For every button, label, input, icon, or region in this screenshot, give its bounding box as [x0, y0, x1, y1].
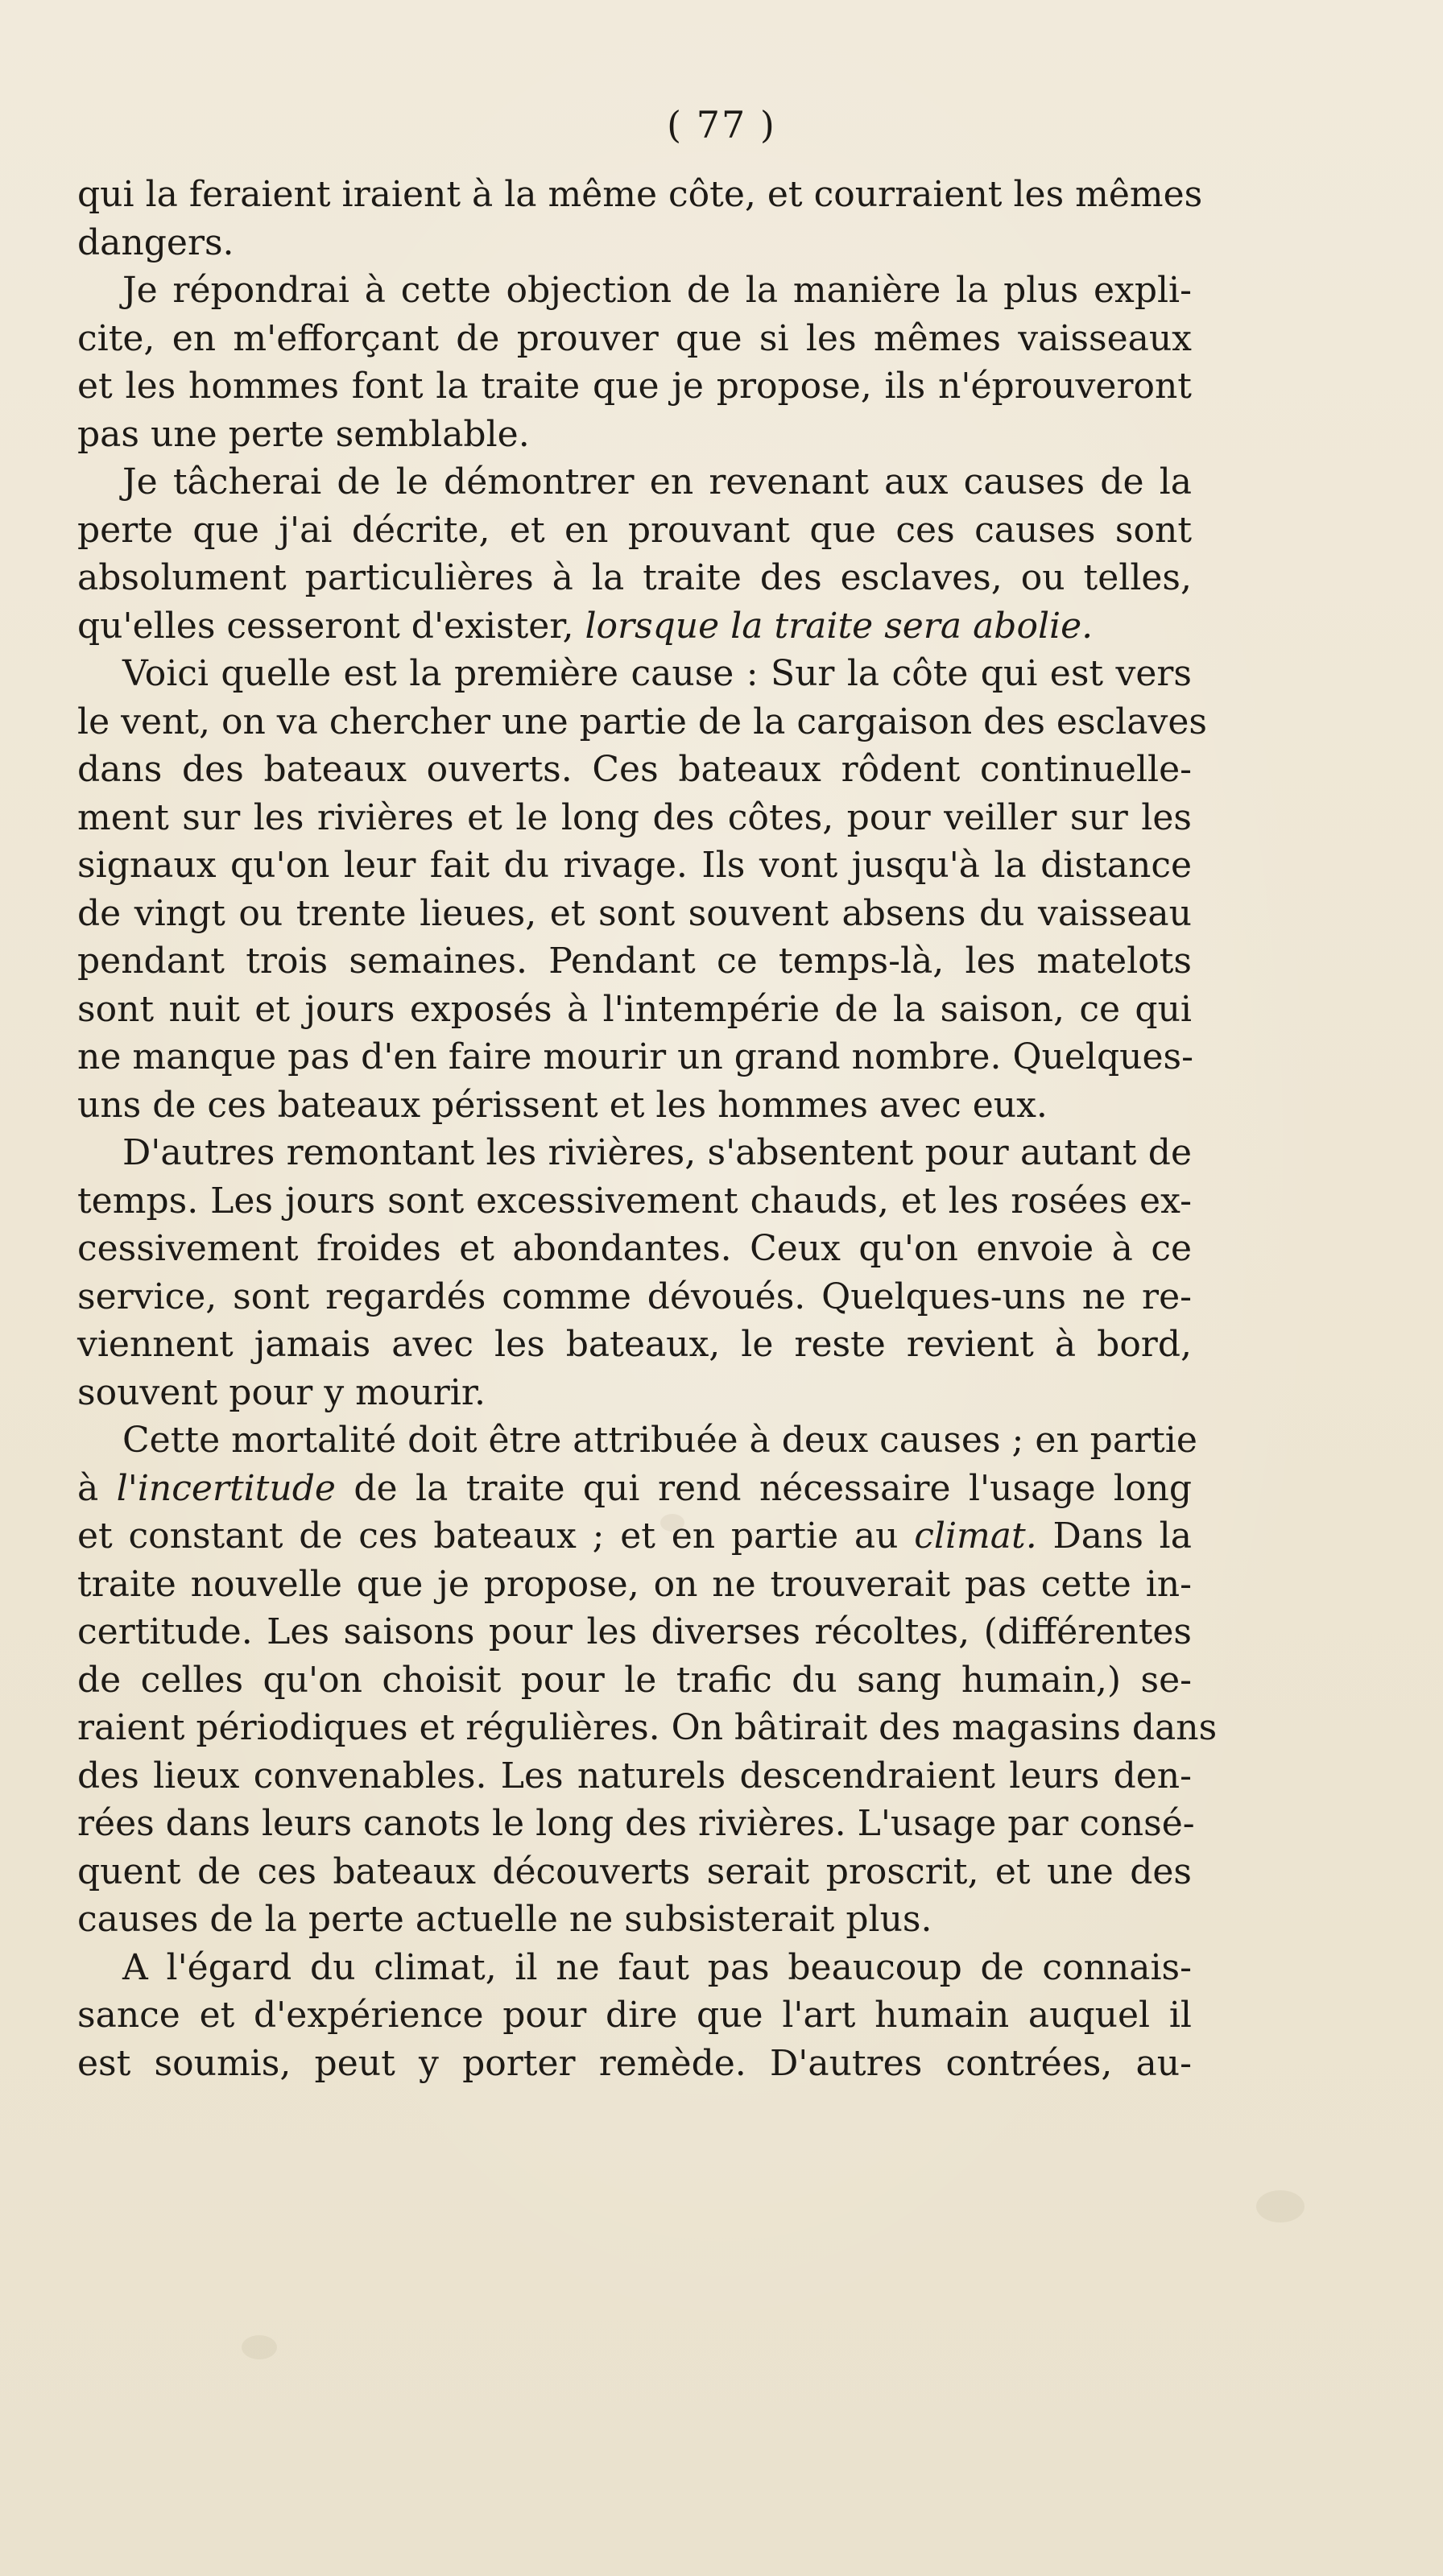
text-segment: pendant trois semaines. Pendant ce temps-là, les matelots	[77, 941, 1192, 982]
text-segment: Je répondrai à cette objection de la manière la plus expli-	[122, 270, 1192, 311]
text-line	[77, 507, 1192, 555]
text-line	[77, 1991, 1192, 2040]
text-segment: raient périodiques et régulières. On bâtirait des magasins dans	[77, 1707, 1218, 1748]
text-segment: cite, en m'efforçant de prouver que si les mêmes vaisseaux	[77, 317, 1192, 359]
text-segment: A l'égard du climat, il ne faut pas beaucoup de connais-	[122, 1946, 1192, 1988]
text-segment: souvent pour y mourir.	[77, 1371, 486, 1413]
text-segment: de vingt ou trente lieues, et sont souvent absens du vaisseau	[77, 892, 1192, 934]
italic-text: lorsque la traite sera abolie.	[585, 605, 1094, 647]
text-segment: service, sont regardés comme dévoués. Quelques-uns ne re-	[77, 1276, 1192, 1317]
text-segment: ne manque pas d'en faire mourir un grand nombre. Quelques-	[77, 1036, 1193, 1077]
text-line	[77, 602, 1192, 651]
text-line	[77, 1944, 1192, 1992]
text-segment: sance et d'expérience pour dire que l'art humain auquel il	[77, 1995, 1192, 2036]
text-segment: causes de la perte actuelle ne subsisterait plus.	[77, 1899, 932, 1940]
text-segment: temps. Les jours sont excessivement chauds, et les rosées ex-	[77, 1180, 1192, 1222]
text-segment: rées dans leurs canots le long des rivières. L'usage par consé-	[77, 1803, 1195, 1844]
text-segment: traite nouvelle que je propose, on ne trouverait pas cette in-	[77, 1563, 1192, 1605]
text-line	[77, 171, 1203, 219]
text-segment: Voici quelle est la première cause : Sur la côte qui est vers	[122, 653, 1192, 694]
text-segment: quent de ces bateaux découverts serait proscrit, et une des	[77, 1850, 1192, 1892]
text-segment: certitude. Les saisons pour les diverses récoltes, (différentes	[77, 1611, 1192, 1652]
text-segment: Cette mortalité doit être attribuée à deux causes ; en partie	[122, 1420, 1197, 1461]
text-segment: et les hommes font la traite que je propose, ils n'éprouveront	[77, 366, 1192, 407]
text-line	[77, 315, 1192, 363]
text-line	[77, 458, 1192, 507]
text-segment: Je tâcherai de le démontrer en revenant aux causes de la	[122, 461, 1192, 502]
text-segment: des lieux convenables. Les naturels descendraient leurs den-	[77, 1755, 1192, 1797]
text-line	[77, 937, 1192, 986]
text-line	[77, 746, 1192, 794]
text-line	[77, 698, 1207, 746]
text-segment: uns de ces bateaux périssent et les hommes avec eux.	[77, 1084, 1048, 1126]
text-line	[77, 267, 1192, 315]
text-line	[77, 1752, 1192, 1801]
text-segment: cessivement froides et abondantes. Ceux qu'on envoie à ce	[77, 1228, 1192, 1269]
text-line	[77, 2040, 1192, 2088]
text-line	[77, 1896, 1192, 1944]
text-segment: et constant de ces bateaux ; et en partie au	[77, 1515, 915, 1557]
text-line	[77, 890, 1192, 938]
text-line	[77, 1225, 1192, 1273]
text-segment: est soumis, peut y porter remède. D'autres contrées, au-	[77, 2042, 1192, 2084]
paper-stain	[242, 2335, 277, 2359]
text-line	[77, 1561, 1192, 1609]
italic-text: climat.	[914, 1515, 1037, 1557]
text-segment: le vent, on va chercher une partie de la cargaison des esclaves	[77, 701, 1207, 742]
text-line	[77, 1848, 1192, 1896]
text-line	[77, 650, 1192, 698]
paper-stain	[1256, 2190, 1304, 2222]
body-text	[77, 171, 1218, 2087]
text-line	[77, 411, 1192, 459]
text-line	[77, 1177, 1192, 1226]
text-line	[77, 1608, 1192, 1656]
text-line	[77, 1800, 1195, 1848]
text-segment: Dans la	[1036, 1515, 1192, 1557]
text-line	[77, 986, 1192, 1034]
text-line	[77, 1704, 1218, 1752]
text-segment: ment sur les rivières et le long des côtes, pour veiller sur les	[77, 796, 1192, 838]
text-line	[77, 1656, 1192, 1705]
text-line	[77, 1321, 1192, 1369]
text-line	[77, 1369, 1192, 1417]
text-segment: pas une perte semblable.	[77, 413, 530, 455]
text-segment: de la traite qui rend nécessaire l'usage long	[335, 1467, 1193, 1509]
text-line	[77, 554, 1192, 602]
text-segment: signaux qu'on leur fait du rivage. Ils vont jusqu'à la distance	[77, 845, 1192, 886]
text-line	[77, 1416, 1197, 1465]
text-segment: qui la feraient iraient à la même côte, et courraient les mêmes	[77, 174, 1203, 215]
text-segment: viennent jamais avec les bateaux, le reste revient à bord,	[77, 1324, 1192, 1365]
text-line	[77, 362, 1192, 411]
text-line	[77, 1512, 1192, 1561]
page-number: ( 77 )	[667, 103, 776, 147]
text-line	[77, 794, 1192, 842]
text-segment: à	[77, 1467, 117, 1509]
text-segment: qu'elles cesseront d'exister,	[77, 605, 585, 647]
italic-text: l'incertitude	[116, 1467, 336, 1509]
text-segment: dangers.	[77, 221, 234, 263]
text-line	[77, 1129, 1192, 1177]
text-line	[77, 1033, 1192, 1081]
text-line	[77, 1081, 1192, 1130]
text-line	[77, 1273, 1192, 1321]
text-line	[77, 1465, 1192, 1513]
text-segment: absolument particulières à la traite des esclaves, ou telles,	[77, 557, 1192, 598]
text-segment: perte que j'ai décrite, et en prouvant que ces causes sont	[77, 509, 1192, 551]
text-segment: de celles qu'on choisit pour le trafic du sang humain,) se-	[77, 1659, 1192, 1701]
text-segment: sont nuit et jours exposés à l'intempérie de la saison, ce qui	[77, 988, 1192, 1030]
text-line	[77, 219, 1192, 267]
text-segment: dans des bateaux ouverts. Ces bateaux rôdent continuelle-	[77, 749, 1192, 790]
text-line	[77, 841, 1192, 890]
text-segment: D'autres remontant les rivières, s'absentent pour autant de	[122, 1132, 1192, 1173]
